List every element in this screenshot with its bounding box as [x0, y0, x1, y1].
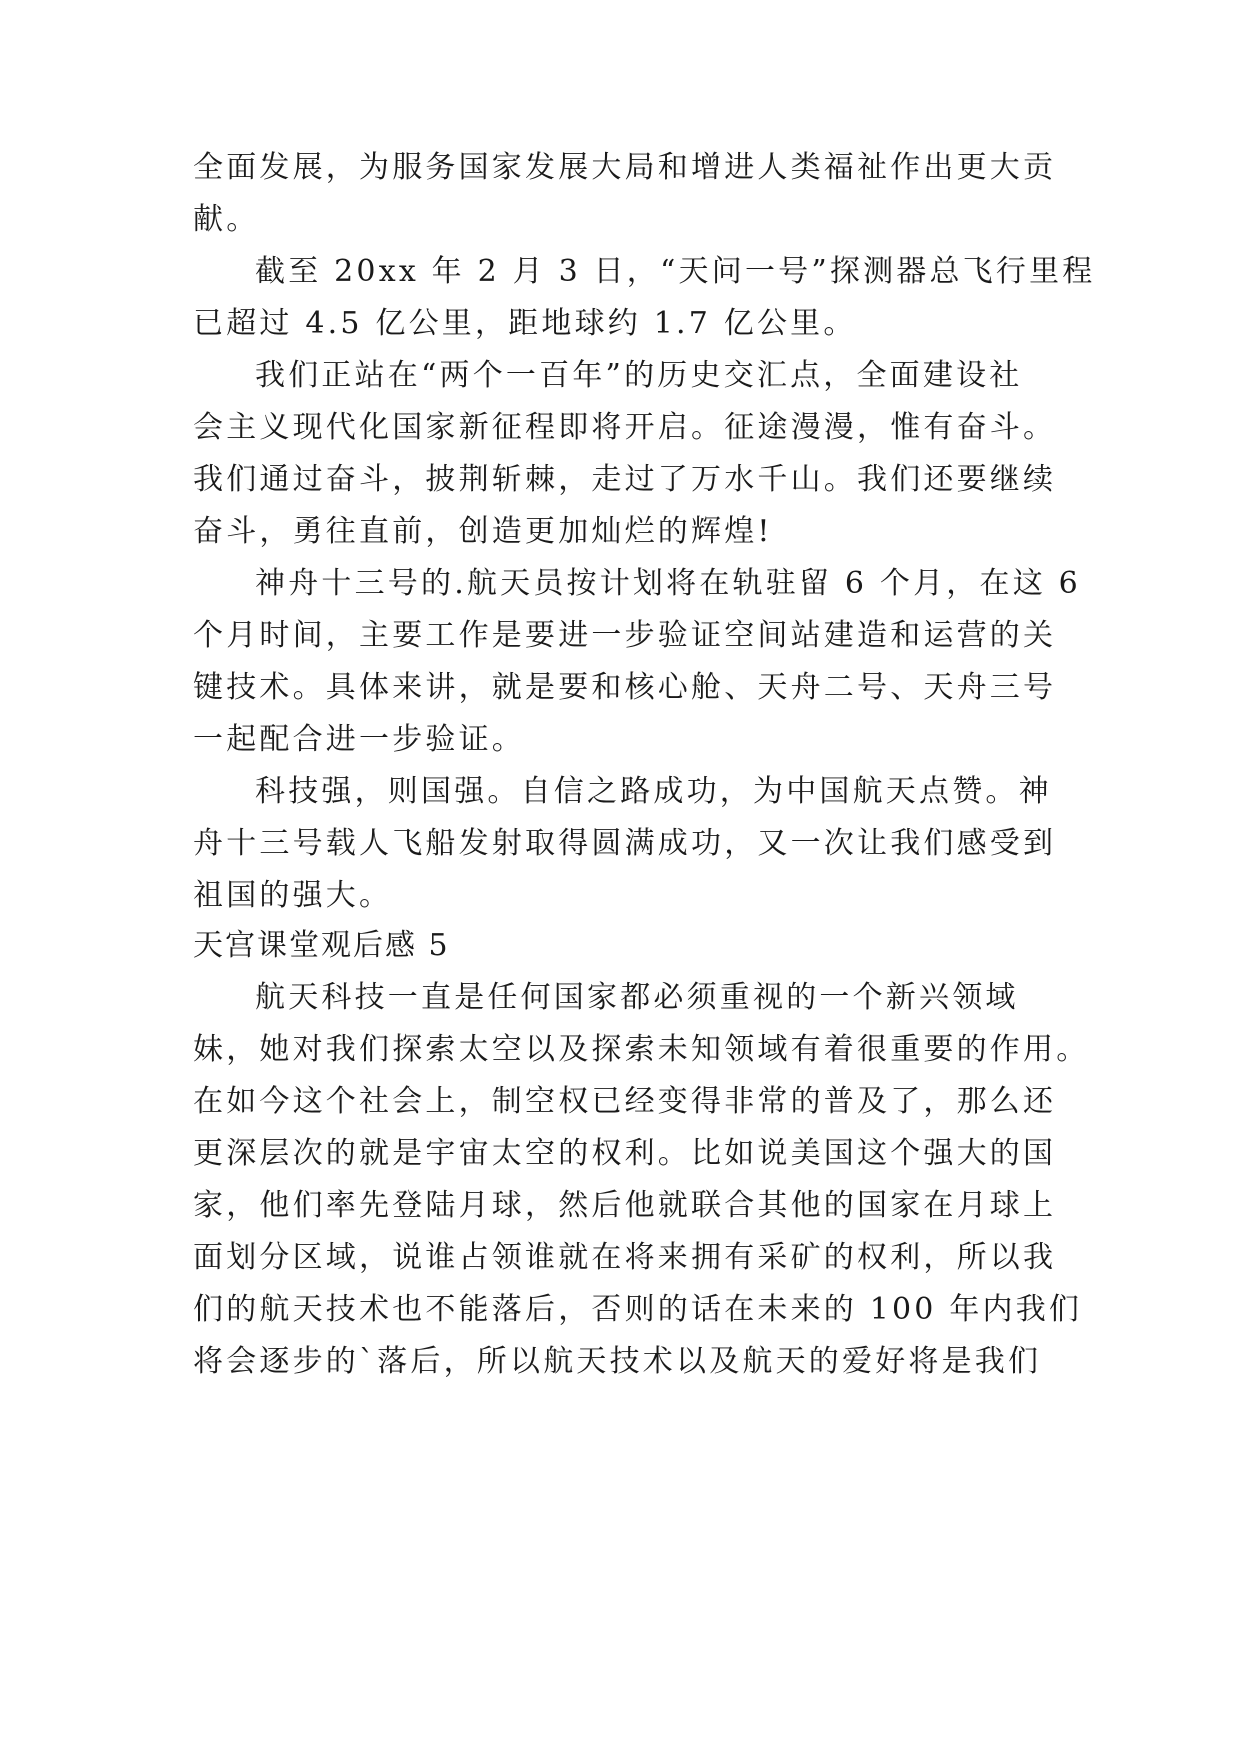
paragraph-line: 将会逐步的`落后，所以航天技术以及航天的爱好将是我们	[193, 1344, 1042, 1379]
paragraph-line: 面划分区域，说谁占领谁就在将来拥有采矿的权利，所以我	[193, 1240, 1057, 1275]
paragraph-line: 奋斗，勇往直前，创造更加灿烂的辉煌!	[193, 514, 773, 549]
paragraph-line: 截至 20xx 年 2 月 3 日，“天问一号”探测器总飞行里程	[255, 254, 1096, 289]
paragraph-line: 祖国的强大。	[193, 878, 393, 913]
paragraph-line: 更深层次的就是宇宙太空的权利。比如说美国这个强大的国	[193, 1136, 1057, 1171]
paragraph-line: 科技强，则国强。自信之路成功，为中国航天点赞。神	[255, 774, 1052, 809]
paragraph-line: 全面发展，为服务国家发展大局和增进人类福祉作出更大贡	[193, 150, 1057, 185]
paragraph-line: 舟十三号载人飞船发射取得圆满成功，又一次让我们感受到	[193, 826, 1057, 861]
paragraph-line: 们的航天技术也不能落后，否则的话在未来的 100 年内我们	[193, 1292, 1083, 1327]
paragraph-line: 航天科技一直是任何国家都必须重视的一个新兴领域	[255, 980, 1019, 1015]
paragraph-line: 键技术。具体来讲，就是要和核心舱、天舟二号、天舟三号	[193, 670, 1057, 705]
paragraph-line: 一起配合进一步验证。	[193, 722, 525, 757]
paragraph-line: 我们通过奋斗，披荆斩棘，走过了万水千山。我们还要继续	[193, 462, 1057, 497]
paragraph-line: 已超过 4.5 亿公里，距地球约 1.7 亿公里。	[193, 306, 857, 341]
section-heading: 天宫课堂观后感 5	[193, 928, 450, 963]
paragraph-line: 我们正站在“两个一百年”的历史交汇点，全面建设社	[255, 358, 1023, 393]
paragraph-line: 献。	[193, 202, 260, 237]
paragraph-line: 会主义现代化国家新征程即将开启。征途漫漫，惟有奋斗。	[193, 410, 1057, 445]
paragraph-line: 家，他们率先登陆月球，然后他就联合其他的国家在月球上	[193, 1188, 1057, 1223]
paragraph-line: 在如今这个社会上，制空权已经变得非常的普及了，那么还	[193, 1084, 1057, 1119]
paragraph-line: 神舟十三号的.航天员按计划将在轨驻留 6 个月，在这 6	[255, 566, 1081, 601]
paragraph-line: 个月时间，主要工作是要进一步验证空间站建造和运营的关	[193, 618, 1057, 653]
paragraph-line: 妹，她对我们探索太空以及探索未知领域有着很重要的作用。	[193, 1032, 1090, 1067]
